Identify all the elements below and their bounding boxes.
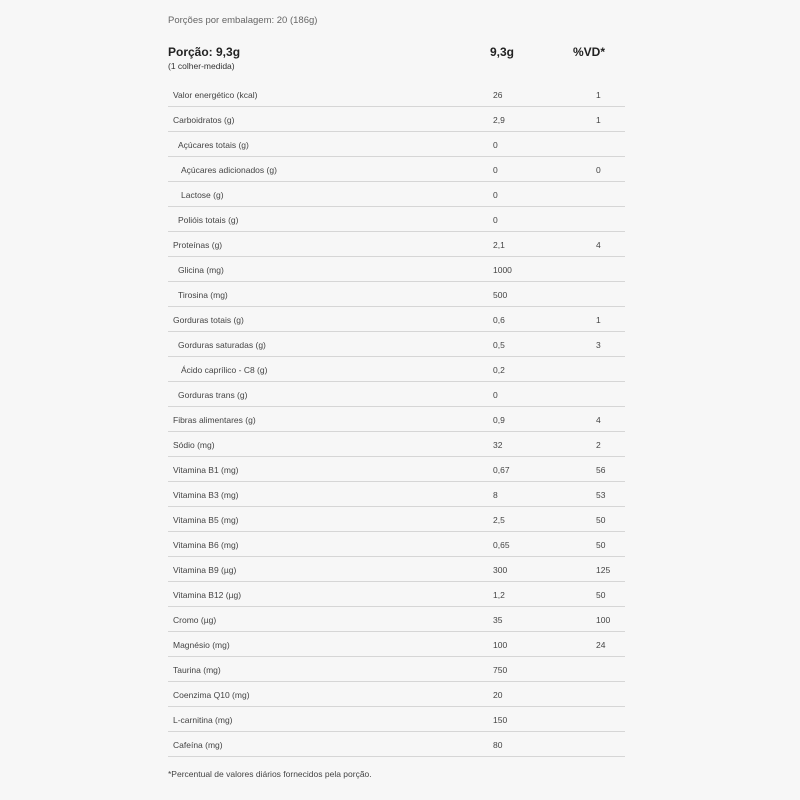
- nutrient-name: Tirosina (mg): [178, 290, 228, 300]
- nutrient-amount: 0,9: [493, 415, 505, 425]
- nutrient-name: Lactose (g): [181, 190, 224, 200]
- table-row: [168, 682, 625, 707]
- table-row: [168, 107, 625, 132]
- table-row: [168, 357, 625, 382]
- table-row: [168, 582, 625, 607]
- nutrient-amount: 26: [493, 90, 503, 100]
- nutrient-name: Vitamina B1 (mg): [173, 465, 239, 475]
- table-row: [168, 407, 625, 432]
- nutrient-name: L-carnitina (mg): [173, 715, 233, 725]
- nutrient-daily-value: 3: [596, 340, 601, 350]
- nutrient-name: Cafeína (mg): [173, 740, 223, 750]
- nutrient-daily-value: 2: [596, 440, 601, 450]
- nutrient-daily-value: 1: [596, 90, 601, 100]
- table-row: [168, 257, 625, 282]
- nutrient-name: Vitamina B5 (mg): [173, 515, 239, 525]
- nutrient-name: Vitamina B9 (µg): [173, 565, 237, 575]
- nutrient-amount: 0: [493, 390, 498, 400]
- nutrient-amount: 0,65: [493, 540, 510, 550]
- nutrient-name: Gorduras totais (g): [173, 315, 244, 325]
- nutrient-amount: 2,5: [493, 515, 505, 525]
- table-row: [168, 457, 625, 482]
- table-row: [168, 657, 625, 682]
- table-row: [168, 632, 625, 657]
- nutrient-name: Gorduras saturadas (g): [178, 340, 266, 350]
- daily-value-column-header: %VD*: [573, 45, 606, 59]
- nutrient-daily-value: 0: [596, 165, 601, 175]
- nutrient-name: Magnésio (mg): [173, 640, 230, 650]
- nutrient-amount: 0,5: [493, 340, 505, 350]
- nutrient-amount: 0: [493, 215, 498, 225]
- nutrient-amount: 0,67: [493, 465, 510, 475]
- table-row: [168, 732, 625, 757]
- nutrient-name: Taurina (mg): [173, 665, 221, 675]
- nutrient-name: Proteínas (g): [173, 240, 223, 250]
- nutrient-name: Ácido caprílico - C8 (g): [181, 365, 268, 375]
- table-row: [168, 82, 625, 107]
- table-row: [168, 307, 625, 332]
- nutrient-amount: 8: [493, 490, 498, 500]
- nutrient-name: Cromo (µg): [173, 615, 217, 625]
- nutrient-daily-value: 50: [596, 540, 606, 550]
- nutrient-name: Vitamina B6 (mg): [173, 540, 239, 550]
- nutrition-table: [168, 82, 625, 757]
- nutrient-amount: 300: [493, 565, 508, 575]
- table-row: [168, 557, 625, 582]
- portion-title: Porção: 9,3g: [168, 45, 241, 59]
- nutrient-name: Vitamina B12 (µg): [173, 590, 242, 600]
- table-row: [168, 482, 625, 507]
- nutrient-amount: 2,9: [493, 115, 505, 125]
- nutrient-daily-value: 24: [596, 640, 606, 650]
- nutrient-amount: 0: [493, 140, 498, 150]
- nutrient-daily-value: 50: [596, 515, 606, 525]
- nutrient-amount: 20: [493, 690, 503, 700]
- nutrient-daily-value: 100: [596, 615, 611, 625]
- nutrient-name: Fibras alimentares (g): [173, 415, 256, 425]
- table-row: [168, 532, 625, 557]
- nutrient-name: Coenzima Q10 (mg): [173, 690, 250, 700]
- table-row: [168, 432, 625, 457]
- servings-per-package: Porções por embalagem: 20 (186g): [168, 15, 318, 26]
- table-row: [168, 332, 625, 357]
- amount-column-header: 9,3g: [490, 45, 515, 59]
- table-row: [168, 182, 625, 207]
- nutrient-amount: 0: [493, 190, 498, 200]
- nutrient-name: Glicina (mg): [178, 265, 224, 275]
- nutrient-name: Carboidratos (g): [173, 115, 235, 125]
- table-row: [168, 132, 625, 157]
- nutrient-name: Sódio (mg): [173, 440, 215, 450]
- nutrient-amount: 0,6: [493, 315, 505, 325]
- nutrient-amount: 0,2: [493, 365, 505, 375]
- nutrient-amount: 80: [493, 740, 503, 750]
- table-row: [168, 232, 625, 257]
- nutrient-name: Açúcares totais (g): [178, 140, 249, 150]
- table-row: [168, 157, 625, 182]
- nutrient-daily-value: 4: [596, 415, 601, 425]
- nutrient-name: Açúcares adicionados (g): [181, 165, 277, 175]
- nutrient-amount: 0: [493, 165, 498, 175]
- nutrient-amount: 500: [493, 290, 508, 300]
- table-row: [168, 607, 625, 632]
- table-row: [168, 207, 625, 232]
- nutrient-amount: 1,2: [493, 590, 505, 600]
- nutrient-daily-value: 53: [596, 490, 606, 500]
- nutrient-daily-value: 125: [596, 565, 611, 575]
- nutrient-name: Valor energético (kcal): [173, 90, 258, 100]
- portion-subtitle: (1 colher-medida): [168, 61, 235, 71]
- nutrient-name: Vitamina B3 (mg): [173, 490, 239, 500]
- table-row: [168, 282, 625, 307]
- nutrient-amount: 750: [493, 665, 508, 675]
- nutrient-amount: 1000: [493, 265, 512, 275]
- nutrient-daily-value: 50: [596, 590, 606, 600]
- table-row: [168, 507, 625, 532]
- footnote: *Percentual de valores diários fornecidos pela porção.: [168, 769, 372, 779]
- nutrient-daily-value: 56: [596, 465, 606, 475]
- nutrient-amount: 100: [493, 640, 508, 650]
- nutrient-amount: 32: [493, 440, 503, 450]
- nutrient-daily-value: 4: [596, 240, 601, 250]
- nutrient-daily-value: 1: [596, 115, 601, 125]
- nutrient-daily-value: 1: [596, 315, 601, 325]
- table-row: [168, 707, 625, 732]
- nutrient-name: Gorduras trans (g): [178, 390, 248, 400]
- nutrient-amount: 150: [493, 715, 508, 725]
- nutrient-amount: 2,1: [493, 240, 505, 250]
- nutrient-amount: 35: [493, 615, 503, 625]
- portion-header: [168, 45, 628, 75]
- table-row: [168, 382, 625, 407]
- nutrient-name: Polióis totais (g): [178, 215, 239, 225]
